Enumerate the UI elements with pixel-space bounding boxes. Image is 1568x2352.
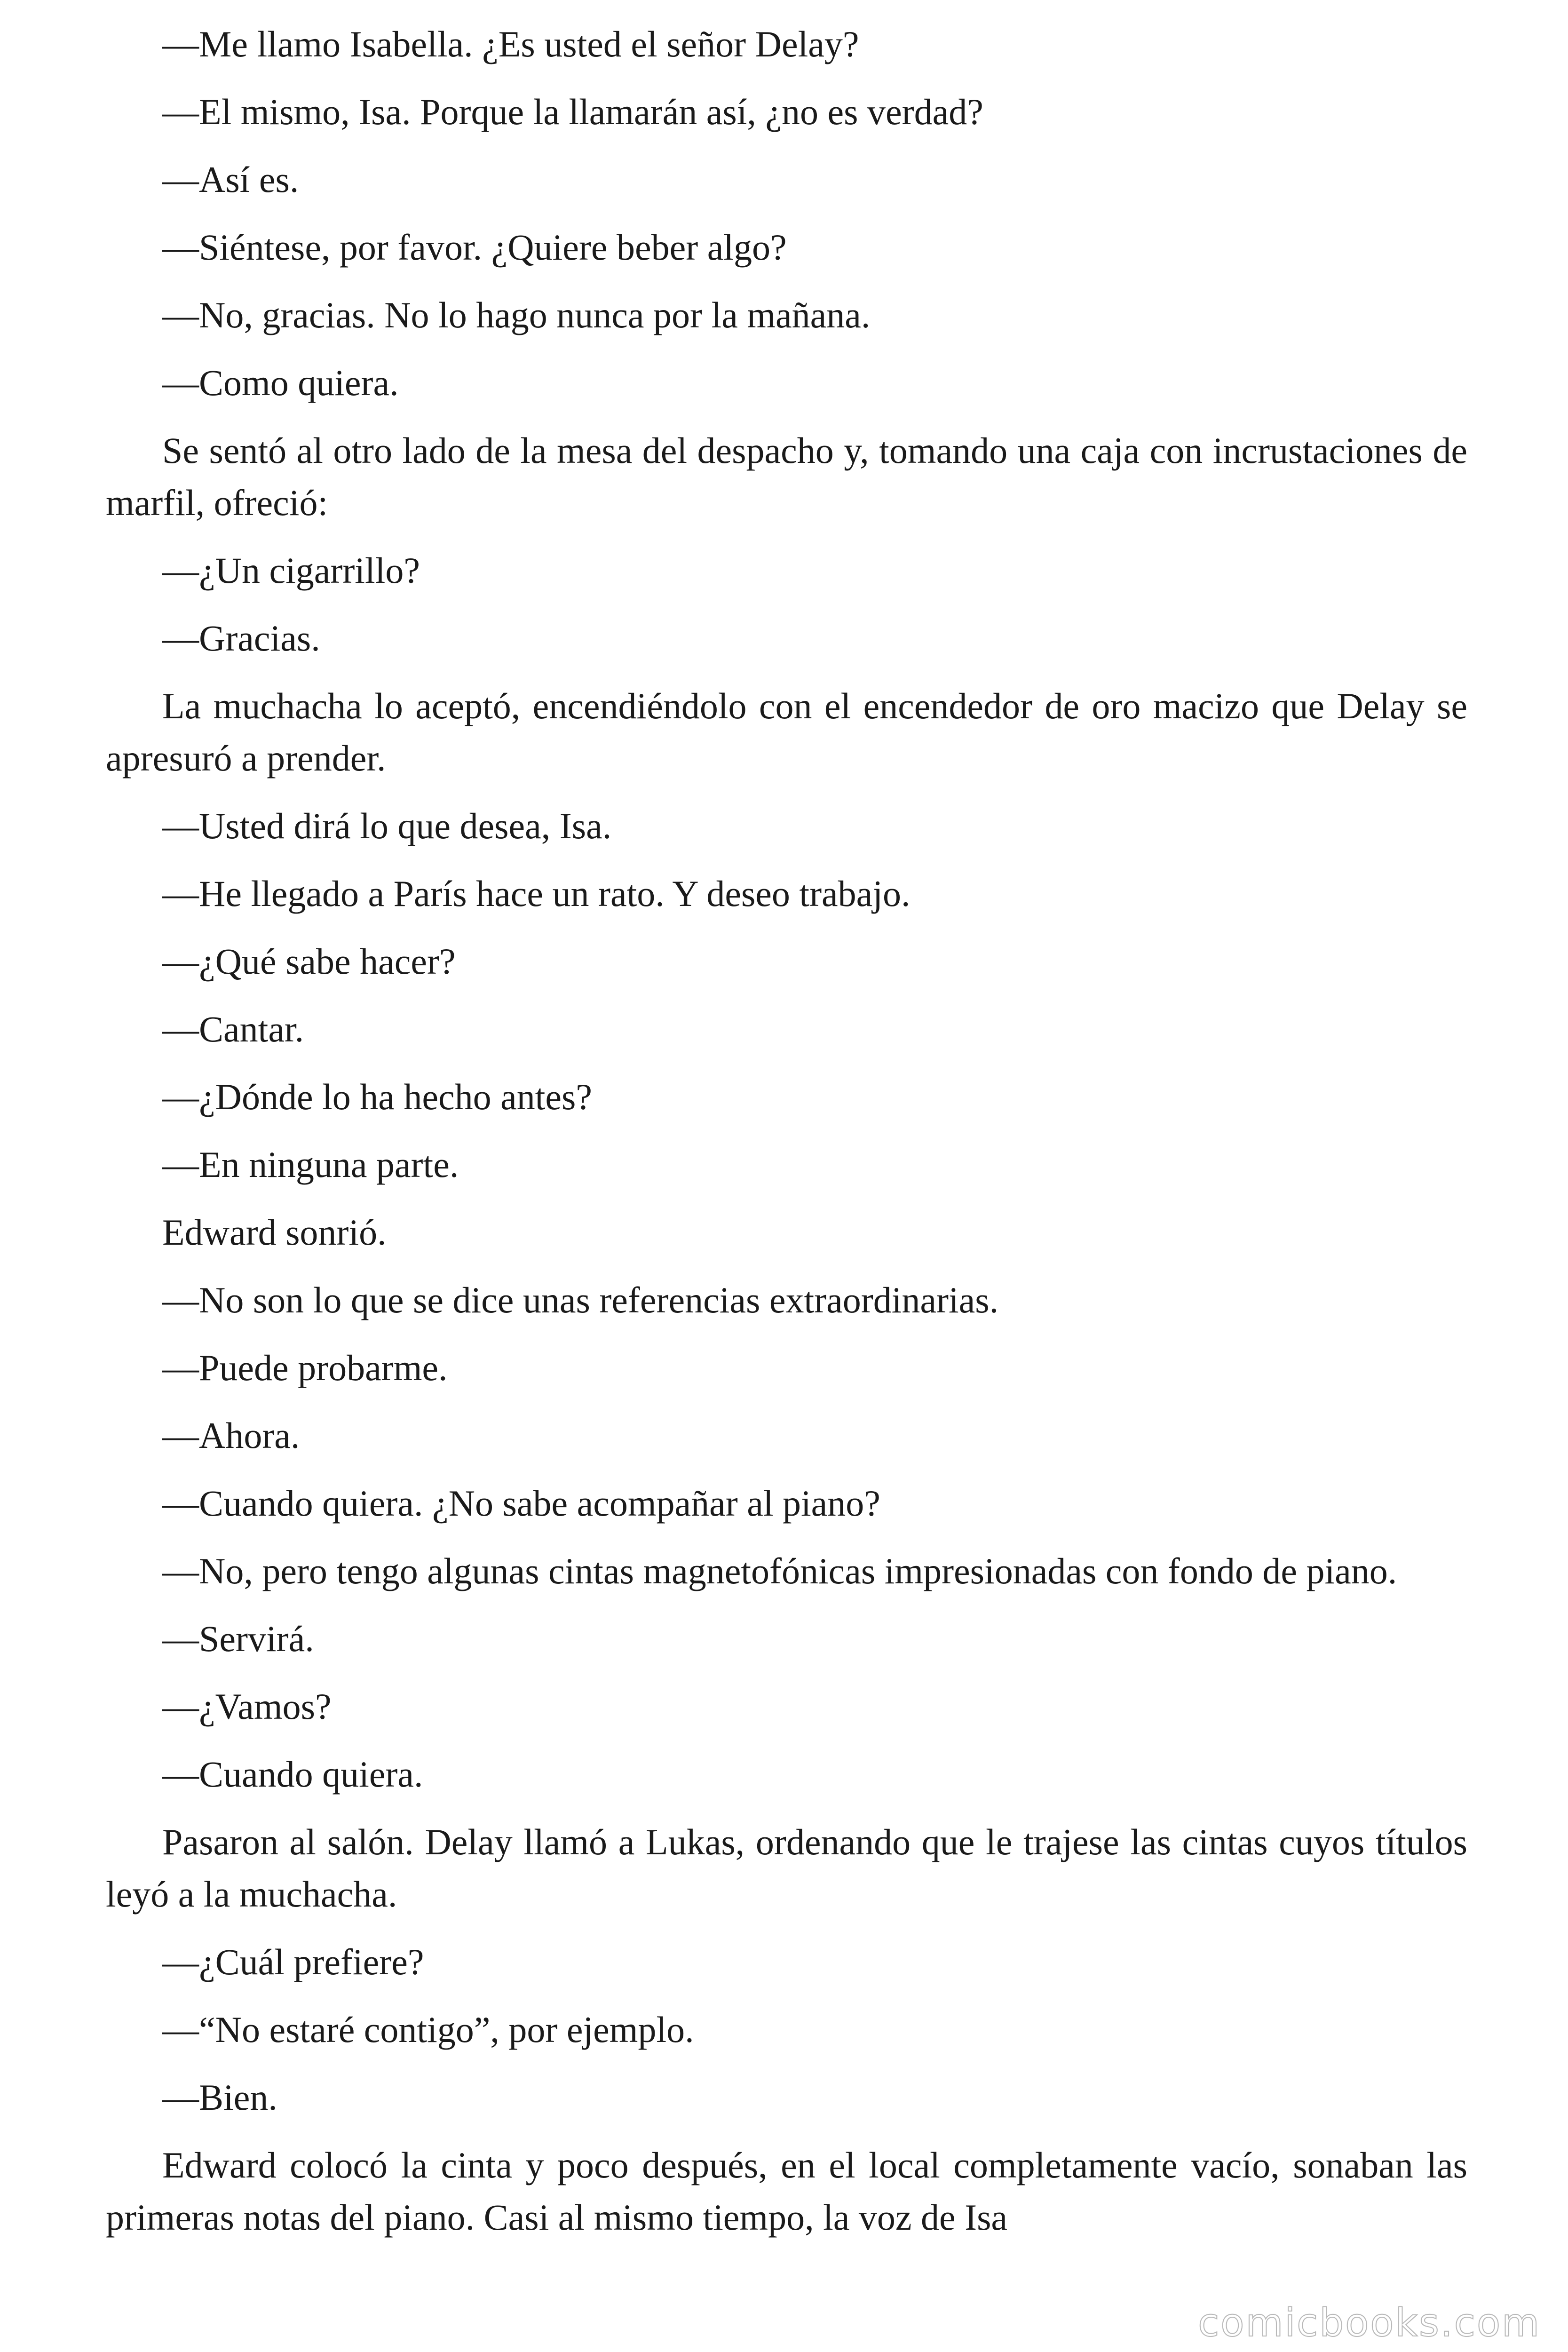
paragraph: —No son lo que se dice unas referencias extraordinarias. (162, 1279, 999, 1320)
paragraph: —Cantar. (162, 1009, 304, 1049)
paragraph: —Así es. (162, 159, 299, 200)
paragraph: —¿Dónde lo ha hecho antes? (162, 1076, 592, 1117)
paragraph: —¿Vamos? (162, 1686, 332, 1727)
paragraph: —El mismo, Isa. Porque la llamarán así, ¿no es verdad? (162, 91, 983, 132)
watermark: comicbooks.com (1198, 2301, 1541, 2345)
paragraph: —No, pero tengo algunas cintas magnetofónicas impresionadas con fondo de piano. (162, 1550, 1397, 1591)
paragraph: Edward sonrió. (162, 1212, 387, 1253)
body-text (106, 18, 1467, 2259)
paragraph: —Servirá. (162, 1618, 314, 1659)
paragraph: Edward colocó la cinta y poco después, en el local completamente vacío, sonaban las primeras notas del piano. Casi al mismo tiempo, la voz de Isa (106, 2145, 1467, 2238)
paragraph: —Gracias. (162, 618, 320, 659)
paragraph: Pasaron al salón. Delay llamó a Lukas, ordenando que le trajese las cintas cuyos títulos leyó a la muchacha. (106, 1821, 1467, 1915)
paragraph: —No, gracias. No lo hago nunca por la mañana. (162, 294, 871, 335)
paragraph: —Ahora. (162, 1415, 300, 1456)
paragraph: La muchacha lo aceptó, encendiéndolo con el encendedor de oro macizo que Delay se apresuró a prender. (106, 685, 1467, 779)
paragraph: —Siéntese, por favor. ¿Quiere beber algo? (162, 227, 787, 268)
paragraph: —Me llamo Isabella. ¿Es usted el señor Delay? (162, 24, 859, 64)
paragraph: —Puede probarme. (162, 1347, 448, 1388)
paragraph: —He llegado a París hace un rato. Y deseo trabajo. (162, 873, 911, 914)
paragraph: Se sentó al otro lado de la mesa del despacho y, tomando una caja con incrustaciones de marfil, ofreció: (106, 430, 1467, 523)
paragraph: —“No estaré contigo”, por ejemplo. (162, 2009, 694, 2050)
paragraph: —Cuando quiera. ¿No sabe acompañar al piano? (162, 1483, 880, 1524)
paragraph: —¿Un cigarrillo? (162, 550, 420, 591)
paragraph: —¿Cuál prefiere? (162, 1941, 424, 1982)
paragraph: —Bien. (162, 2077, 277, 2118)
paragraph: —¿Qué sabe hacer? (162, 941, 456, 982)
paragraph: —Usted dirá lo que desea, Isa. (162, 805, 612, 846)
paragraph: —En ninguna parte. (162, 1144, 459, 1185)
paragraph: —Como quiera. (162, 362, 399, 403)
paragraph: —Cuando quiera. (162, 1754, 423, 1795)
